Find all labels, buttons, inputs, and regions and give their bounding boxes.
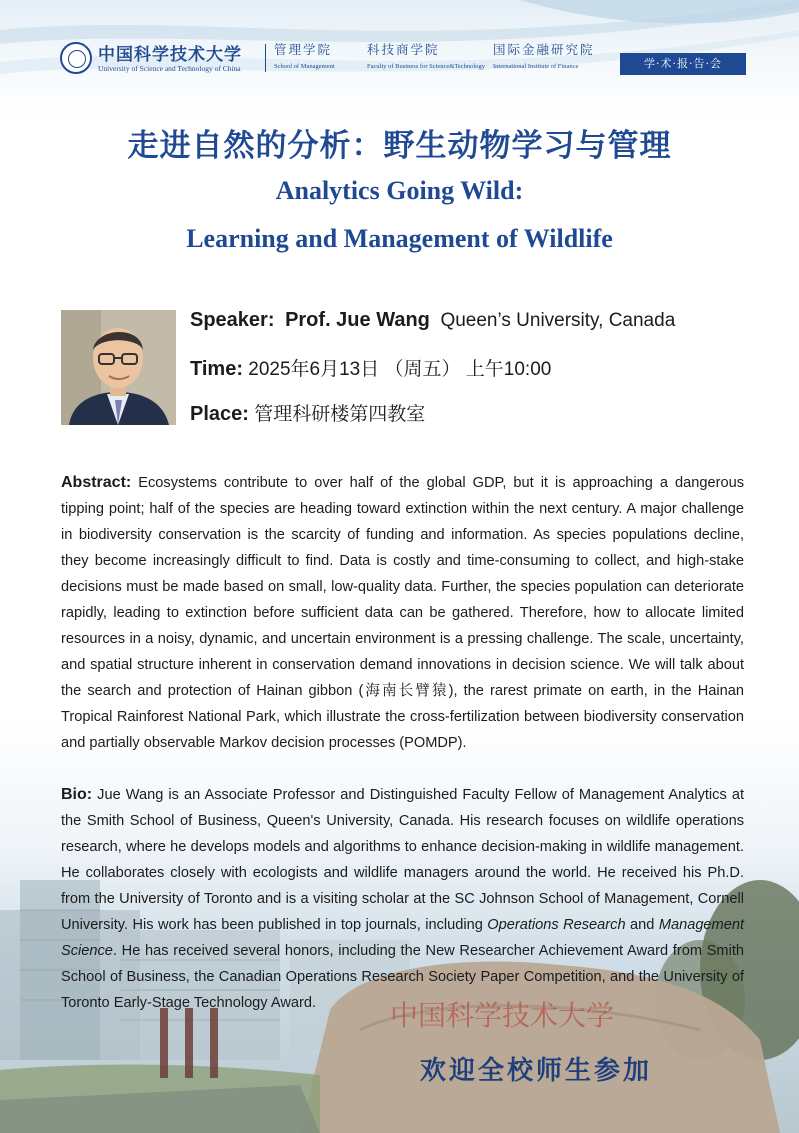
bio-paragraph: [61, 782, 744, 1016]
org-name-en: School of Management: [274, 63, 335, 70]
time-value: 2025年6月13日 （周五） 上午10:00: [248, 359, 552, 380]
place-line: [190, 399, 425, 426]
place-value: 管理科研楼第四教室: [254, 404, 426, 425]
time-label: Time:: [190, 358, 243, 380]
org-faculty-of-business: [367, 40, 485, 70]
org-name-cn: 国际金融研究院: [493, 42, 595, 57]
org-name-cn: 科技商学院: [367, 42, 440, 57]
org-name-cn: 管理学院: [274, 42, 333, 57]
abstract-paragraph: [61, 470, 744, 756]
org-school-of-management: [274, 40, 335, 70]
speaker-affiliation: Queen’s University, Canada: [440, 310, 676, 331]
speaker-portrait-illustration: [61, 310, 176, 425]
header-bar: [60, 40, 750, 80]
abstract-label: Abstract:: [61, 474, 132, 491]
bio-text-2: and: [625, 917, 659, 933]
org-name-en: Faculty of Business for Science&Technology: [367, 63, 485, 70]
ustc-logo-english: University of Science and Technology of China: [98, 64, 241, 73]
title-chinese: 走进自然的分析：野生动物学习与管理: [127, 128, 672, 164]
speaker-photo: [61, 310, 176, 425]
bio-text-3: . He has received several honors, including the New Researcher Achievement Award from Smith School of Business, the Canadian Operations Research Society Paper Competition, and the University of Toronto Early-Stage Technology Award.: [61, 943, 744, 1011]
bio-journal-2: Management Science: [61, 917, 744, 959]
speaker-name: Prof. Jue Wang: [285, 309, 430, 331]
title-english-line-1: Analytics Going Wild:: [275, 176, 524, 205]
welcome-message: 欢迎全校师生参加: [420, 1056, 653, 1086]
header-divider: [265, 44, 266, 72]
abstract-text: Ecosystems contribute to over half of the global GDP, but it is approaching a dangerous tipping point; half of the species are heading toward extinction within the next century. A major challenge in biodiversity conservation is the scarcity of funding and information. As species populations decline, they become increasingly difficult to find. Data is costly and time-consuming to collect, and high-stake decisions must be made based on small, low-quality data. Further, the species population can deteriorate rapidly, leading to extinction before sufficient data can be gathered. Therefore, how to allocate limited resources in a noisy, dynamic, and uncertain environment is a pressing challenge. The scale, uncertainty, and spatial structure inherent in conservation demand innovations in decision science. We will talk about the search and protection of Hainan gibbon (海南长臂猿), the rarest primate on earth, in the Hainan Tropical Rainforest National Park, which illustrate the cross-fertilization between biodiversity conservation and partially observable Markov decision processes (POMDP).: [61, 475, 744, 751]
place-label: Place:: [190, 403, 249, 425]
bio-label: Bio:: [61, 786, 93, 803]
bio-text-1: Jue Wang is an Associate Professor and Distinguished Faculty Fellow of Management Analytics at the Smith School of Business, Queen's University, Canada. His research focuses on wildlife operations research, where he develops models and algorithms to enhance decision-making in wildlife management. He collaborates closely with ecologists and wildlife managers around the world. He received his Ph.D. from the University of Toronto and is a visiting scholar at the SC Johnson School of Management, Cornell University. His work has been published in top journals, including: [61, 787, 744, 933]
seminar-badge: 学·术·报·告·会: [620, 53, 746, 75]
speaker-label: Speaker:: [190, 309, 275, 331]
org-name-en: International Institute of Finance: [493, 63, 579, 70]
bio-journal-1: Operations Research: [487, 917, 626, 933]
title-english-line-2: Learning and Management of Wildlife: [186, 224, 613, 253]
ustc-logo-text: 中国科学技术大学: [98, 45, 242, 65]
ustc-seal-icon: [60, 42, 92, 74]
time-line: [190, 354, 551, 381]
org-international-institute-of-finance: [493, 40, 595, 70]
svg-text:中国科学技术大学: 中国科学技术大学: [390, 999, 615, 1032]
speaker-line: [190, 309, 675, 332]
